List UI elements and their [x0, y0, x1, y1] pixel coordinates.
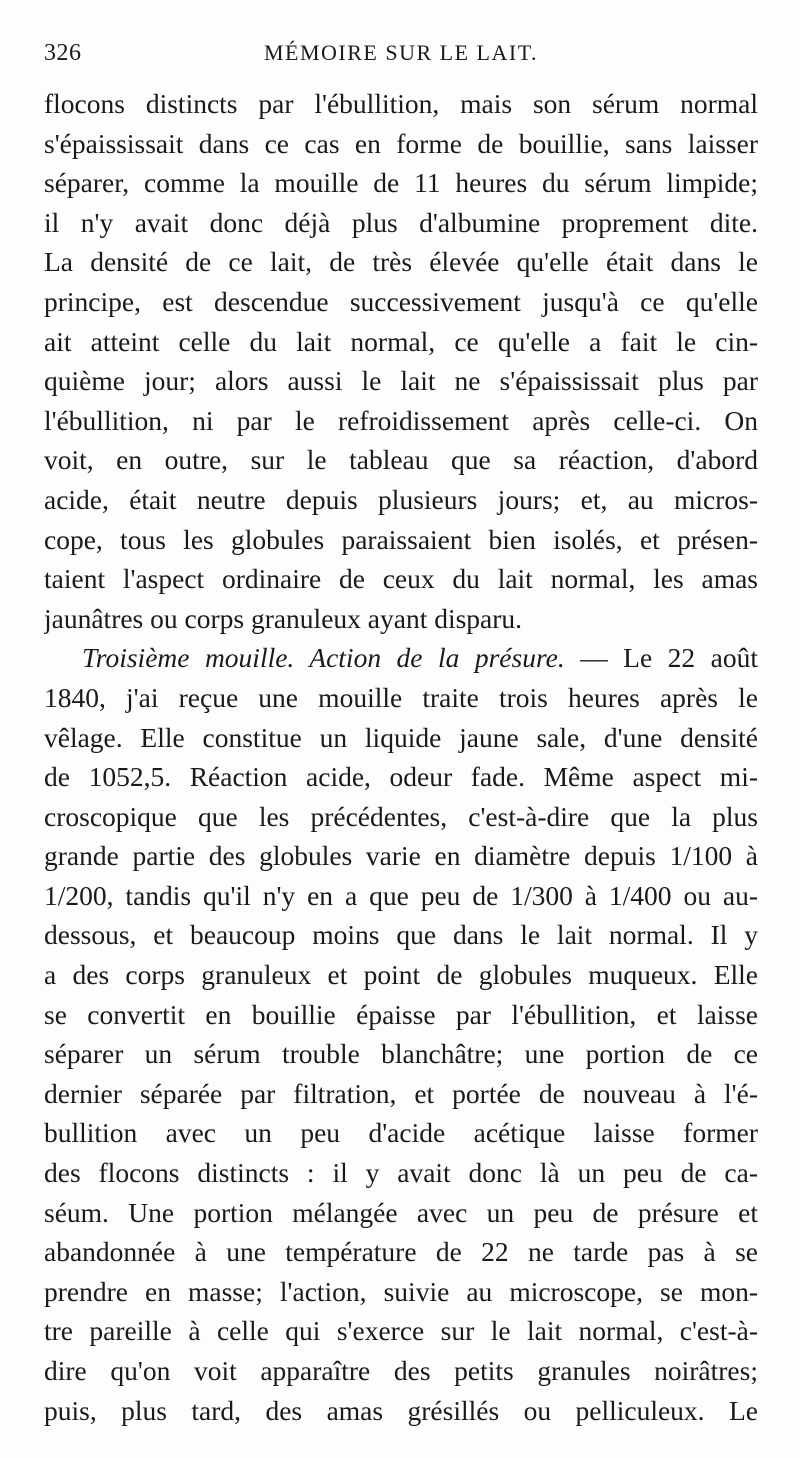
text-line: 1840, j'ai reçue une mouille traite trois heures après le — [44, 681, 758, 713]
body-text — [44, 84, 758, 1430]
text-line: a des corps granuleux et point de globules muqueux. Elle — [44, 959, 758, 991]
text-line: se convertit en bouillie épaisse par l'ébullition, et laisse — [44, 998, 758, 1030]
text-line: séparer un sérum trouble blanchâtre; une portion de ce — [44, 1038, 758, 1070]
section-heading-line — [44, 638, 758, 678]
text-line: de 1052,5. Réaction acide, odeur fade. Même aspect mi- — [44, 761, 758, 793]
text-line: puis, plus tard, des amas grésillés ou pelliculeux. Le — [44, 1394, 758, 1426]
running-title: MÉMOIRE SUR LE LAIT. — [263, 40, 539, 65]
text-line: il n'y avait donc déjà plus d'albumine proprement dite. — [44, 206, 758, 238]
text-line: cope, tous les globules paraissaient bien isolés, et présen- — [44, 523, 758, 555]
text-line: dire qu'on voit apparaître des petits granules noirâtres; — [44, 1355, 758, 1386]
text-line: La densité de ce lait, de très élevée qu'elle était dans le — [44, 246, 758, 278]
text-line: grande partie des globules varie en diamètre depuis 1/100 à — [44, 840, 758, 872]
text-line: taient l'aspect ordinaire de ceux du lait normal, les amas — [44, 563, 758, 595]
text-line: prendre en masse; l'action, suivie au microscope, se mon- — [44, 1275, 758, 1307]
page-number: 326 — [44, 40, 82, 66]
text-line: croscopique que les précédentes, c'est-à-dire que la plus — [44, 800, 758, 832]
text-line: 1/200, tandis qu'il n'y en a que peu de 1/300 à 1/400 ou au- — [44, 879, 758, 911]
heading-date-text: — Le 22 août — [564, 642, 758, 674]
text-line: principe, est descendue successivement jusqu'à ce qu'elle — [44, 285, 758, 317]
text-line: voit, en outre, sur le tableau que sa réaction, d'abord — [44, 444, 758, 476]
running-head — [44, 40, 758, 74]
text-line: vêlage. Elle constitue un liquide jaune sale, d'une densité — [44, 721, 758, 753]
text-line: flocons distincts par l'ébullition, mais son sérum normal — [44, 88, 758, 119]
text-line: séum. Une portion mélangée avec un peu de présure et — [44, 1196, 758, 1228]
text-line: dernier séparée par filtration, et portée de nouveau à l'é- — [44, 1077, 758, 1109]
text-line: l'ébullition, ni par le refroidissement après celle-ci. On — [44, 404, 758, 436]
text-line: tre pareille à celle qui s'exerce sur le lait normal, c'est-à- — [44, 1315, 758, 1347]
text-line: abandonnée à une température de 22 ne tarde pas à se — [44, 1236, 758, 1268]
text-line: quième jour; alors aussi le lait ne s'épaississait plus par — [44, 365, 758, 397]
text-line: dessous, et beaucoup moins que dans le lait normal. Il y — [44, 919, 758, 951]
text-line: des flocons distincts : il y avait donc là un peu de ca- — [44, 1157, 758, 1189]
text-line: s'épaississait dans ce cas en forme de bouillie, sans laisser — [44, 127, 758, 159]
text-line: bullition avec un peu d'acide acétique laisse former — [44, 1117, 758, 1149]
text-line: séparer, comme la mouille de 11 heures du sérum limpide; — [44, 167, 758, 199]
text-line: acide, était neutre depuis plusieurs jours; et, au micros- — [44, 483, 758, 515]
section-heading: Troisième mouille. Action de la présure. — [82, 642, 565, 674]
paragraph-last-line: jaunâtres ou corps granuleux ayant disparu. — [44, 602, 523, 634]
text-line: ait atteint celle du lait normal, ce qu'elle a fait le cin- — [44, 325, 758, 357]
